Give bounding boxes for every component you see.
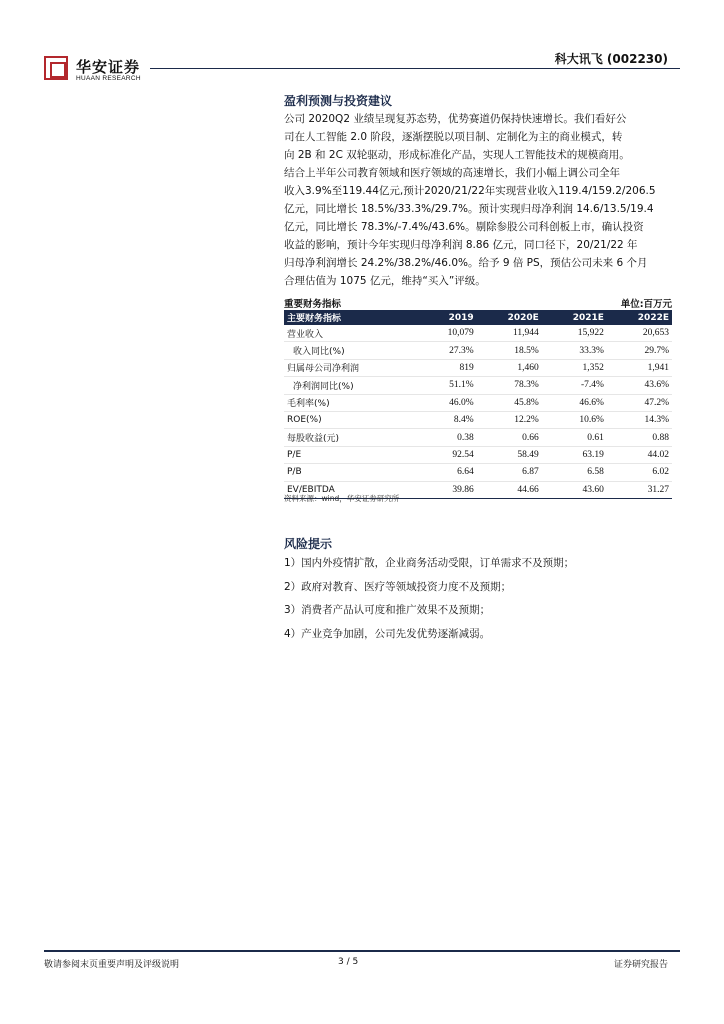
row-label: 净利润同比(%) (284, 377, 421, 394)
logo-english-text: HUAAN RESEARCH (76, 75, 141, 82)
logo-seal-icon (44, 56, 68, 80)
table-row (284, 325, 672, 342)
row-label: 收入同比(%) (284, 342, 421, 359)
table-cell: 29.7% (607, 342, 672, 359)
table-cell: 31.27 (607, 481, 672, 498)
row-label: 毛利率(%) (284, 394, 421, 411)
table-cell: 819 (421, 359, 477, 376)
table-row (284, 359, 672, 376)
risk-item: 1）国内外疫情扩散，企业商务活动受限，订单需求不及预期； (284, 557, 575, 569)
table-cell: 6.64 (421, 464, 477, 481)
logo-chinese-text: 华安证券 (76, 58, 141, 76)
table-cell: 44.02 (607, 446, 672, 463)
paragraph-line: 合理估值为 1075 亿元，维持“买入”评级。 (284, 275, 486, 287)
table-cell: 46.0% (421, 394, 477, 411)
financial-indicators-table (284, 310, 672, 499)
table-cell: 8.4% (421, 411, 477, 428)
table-cell: 20,653 (607, 325, 672, 342)
report-type-label: 证券研究报告 (613, 960, 668, 970)
table-cell: 51.1% (421, 377, 477, 394)
table-row (284, 377, 672, 394)
risk-item: 2）政府对教育、医疗等领域投资力度不及预期； (284, 580, 512, 593)
forecast-paragraph (284, 110, 672, 290)
paragraph-line: 收益的影响，预计今年实现归母净利润 8.86 亿元，同口径下，20/21/22 年 (284, 239, 638, 251)
table-row (284, 429, 672, 446)
table-cell: 27.3% (421, 342, 477, 359)
risk-item: 4）产业竞争加剧，公司先发优势逐渐减弱。 (284, 627, 491, 640)
table-cell: 0.88 (607, 429, 672, 446)
table-cell: 1,941 (607, 359, 672, 376)
table-cell: 92.54 (421, 446, 477, 463)
table-header-row (284, 310, 672, 325)
table-source-note: 资料来源：wind，华安证券研究所 (284, 494, 400, 503)
table-row (284, 342, 672, 359)
risk-list (284, 552, 684, 646)
paragraph-line: 亿元，同比增长 78.3%/-7.4%/43.6%。剔除参股公司科创板上市，确认投资 (284, 221, 644, 233)
table-cell: -7.4% (542, 377, 607, 394)
table-cell: 11,944 (477, 325, 542, 342)
table-cell: 58.49 (477, 446, 542, 463)
row-label: 归属母公司净利润 (284, 359, 421, 376)
row-label: 营业收入 (284, 325, 421, 342)
table-cell: 47.2% (607, 394, 672, 411)
risk-item: 3）消费者产品认可度和推广效果不及预期； (284, 604, 491, 616)
table-caption-title: 重要财务指标 (284, 299, 342, 310)
row-label: ROE(%) (284, 411, 421, 428)
column-header: 2021E (542, 310, 607, 325)
table-row (284, 394, 672, 411)
table-cell: 18.5% (477, 342, 542, 359)
table-cell: 43.6% (607, 377, 672, 394)
page-number: 3 / 5 (338, 957, 359, 967)
row-label: EV/EBITDA (284, 481, 421, 498)
table-cell: 0.66 (477, 429, 542, 446)
risk-section-title: 风险提示 (284, 537, 333, 551)
paragraph-line: 归母净利润增长 24.2%/38.2%/46.0%。给予 9 倍 PS，预估公司未来 6 个月 (284, 257, 648, 269)
table-cell: 12.2% (477, 411, 542, 428)
company-logo (44, 56, 144, 88)
table-cell: 15,922 (542, 325, 607, 342)
report-stock-title: 科大讯飞 (002230) (554, 52, 668, 66)
table-unit-label: 单位:百万元 (620, 299, 672, 310)
column-header: 2019 (421, 310, 477, 325)
table-cell: 78.3% (477, 377, 542, 394)
table-row (284, 446, 672, 463)
table-cell: 1,352 (542, 359, 607, 376)
row-label: P/E (284, 446, 421, 463)
table-cell: 44.66 (477, 481, 542, 498)
disclaimer-note: 敬请参阅末页重要声明及评级说明 (44, 960, 180, 970)
table-cell: 46.6% (542, 394, 607, 411)
table-cell: 0.38 (421, 429, 477, 446)
table-cell: 10.6% (542, 411, 607, 428)
table-cell: 33.3% (542, 342, 607, 359)
column-header: 2022E (607, 310, 672, 325)
forecast-section-title: 盈利预测与投资建议 (284, 94, 393, 108)
paragraph-line: 收入3.9%至119.44亿元,预计2020/21/22年实现营业收入119.4/159.2/206.5 (284, 185, 656, 197)
paragraph-line: 向 2B 和 2C 双轮驱动，形成标准化产品，实现人工智能技术的规模商用。 (284, 149, 630, 161)
table-cell: 43.60 (542, 481, 607, 498)
table-row (284, 464, 672, 481)
column-header: 2020E (477, 310, 542, 325)
paragraph-line: 司在人工智能 2.0 阶段，逐渐摆脱以项目制、定制化为主的商业模式，转 (284, 131, 623, 143)
row-label: 每股收益(元) (284, 429, 421, 446)
table-cell: 6.02 (607, 464, 672, 481)
table-cell: 14.3% (607, 411, 672, 428)
paragraph-line: 结合上半年公司教育领域和医疗领域的高速增长，我们小幅上调公司全年 (284, 167, 620, 179)
footer-divider (44, 950, 680, 952)
table-cell: 63.19 (542, 446, 607, 463)
table-cell: 39.86 (421, 481, 477, 498)
table-cell: 10,079 (421, 325, 477, 342)
table-row (284, 411, 672, 428)
table-cell: 45.8% (477, 394, 542, 411)
row-label: P/B (284, 464, 421, 481)
table-cell: 1,460 (477, 359, 542, 376)
header-divider (150, 68, 680, 69)
paragraph-line: 公司 2020Q2 业绩呈现复苏态势，优势赛道仍保持快速增长。我们看好公 (284, 113, 627, 125)
column-header: 主要财务指标 (284, 310, 421, 325)
table-cell: 0.61 (542, 429, 607, 446)
table-cell: 6.58 (542, 464, 607, 481)
table-cell: 6.87 (477, 464, 542, 481)
paragraph-line: 亿元，同比增长 18.5%/33.3%/29.7%。预计实现归母净利润 14.6/13.5/19.4 (284, 203, 654, 215)
